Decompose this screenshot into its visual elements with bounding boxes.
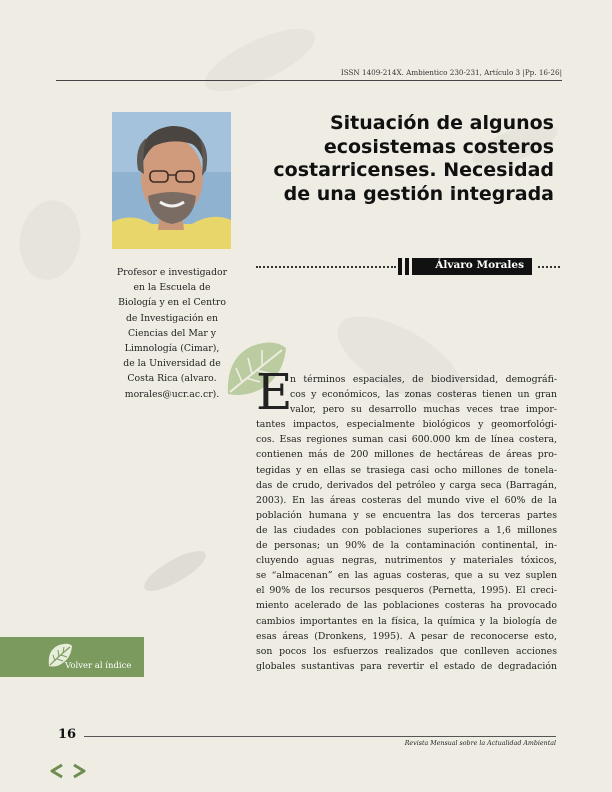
title-line: de una gestión integrada [283,182,554,205]
dotted-rule [256,266,396,268]
body-line: se “almacenan” en las aguas costeras, que a su vez suplen [256,570,557,582]
article-body [256,372,557,674]
bio-line: Biología y en el Centro [118,297,226,309]
issn-header: ISSN 1409-214X. Ambientico 230-231, Artículo 3 |Pp. 16-26| [340,68,562,77]
body-line: son pocos los esfuerzos realizados que conlleven acciones [256,645,557,657]
bio-line: de Investigación en [125,312,218,324]
header-rule [56,80,562,81]
next-page-button[interactable] [70,763,88,779]
author-bio [108,265,236,402]
title-line: ecosistemas costeros [323,135,554,158]
body-line: de las ciudades con poblaciones superiores a 1,6 millones [256,524,557,536]
body-line: esas áreas (Dronkens, 1995). A pesar de reconocerse esto, [256,630,557,642]
body-line: 2003). En las áreas costeras del mundo vive el 60% de la [256,494,557,506]
body-line: el 90% de los recursos pesqueros (Pernetta, 1995). El creci- [256,585,557,597]
paper-texture [197,17,323,104]
journal-tagline: Revista Mensual sobre la Actualidad Ambiental [404,740,556,747]
body-line: cluyendo aguas negras, nutrimentos y materiales tóxicos, [256,555,557,567]
paper-texture [139,544,211,598]
previous-page-button[interactable] [48,763,66,779]
paper-texture [14,195,87,284]
drop-cap: E [256,363,293,421]
body-line: cambios importantes en la física, la química y la biología de [256,615,557,627]
body-line: tegidas y en ellas se trasiega casi ocho millones de tonela- [256,464,557,476]
dotted-rule [538,266,560,268]
body-line: globales sustantivas para revertir el estado de degradación [256,660,557,672]
decorative-bar [405,258,409,275]
body-line: valor, pero su desarrollo muchas veces trae impor- [290,404,557,416]
title-line: costarricenses. Necesidad [273,159,554,181]
body-line: tantes impactos, especialmente biológicos y geomorfológi- [256,419,557,431]
body-line: contienen más de 200 millones de hectáreas de áreas pro- [256,449,557,461]
decorative-bar [398,258,402,275]
bio-line: en la Escuela de [133,282,211,294]
bio-line: Limnología (Cimar), [124,343,220,355]
article-title [254,112,554,206]
chevron-right-icon [70,763,88,779]
title-line: Situación de algunos [329,112,554,134]
bio-line: de la Universidad de [123,358,221,370]
bio-line: Profesor e investigador [116,267,228,278]
author-name: Álvaro Morales [435,259,524,271]
author-photo [112,112,231,249]
body-line: de personas; un 90% de la contaminación continental, in- [256,540,557,552]
bio-line: morales@ucr.ac.cr). [124,388,220,400]
chevron-left-icon [48,763,66,779]
bio-line: Costa Rica (alvaro. [127,373,217,385]
back-to-index-label[interactable]: Volver al índice [65,661,132,671]
body-line: cos y económicos, las zonas costeras tienen un gran [290,389,557,401]
body-line: das de crudo, derivados del petróleo y carga seca (Barragán, [256,479,557,491]
body-line: población humana y se encuentra las dos terceras partes [256,509,557,521]
bio-line: Ciencias del Mar y [127,327,217,339]
footer-rule [84,736,556,737]
body-line: cos. Esas regiones suman casi 600.000 km de línea costera, [256,434,557,446]
body-line: n términos espaciales, de biodiversidad, demográfi- [290,374,557,385]
body-line: miento acelerado de las poblaciones costeras ha provocado [256,600,557,612]
author-label-box [412,258,532,275]
page-number: 16 [58,727,77,742]
